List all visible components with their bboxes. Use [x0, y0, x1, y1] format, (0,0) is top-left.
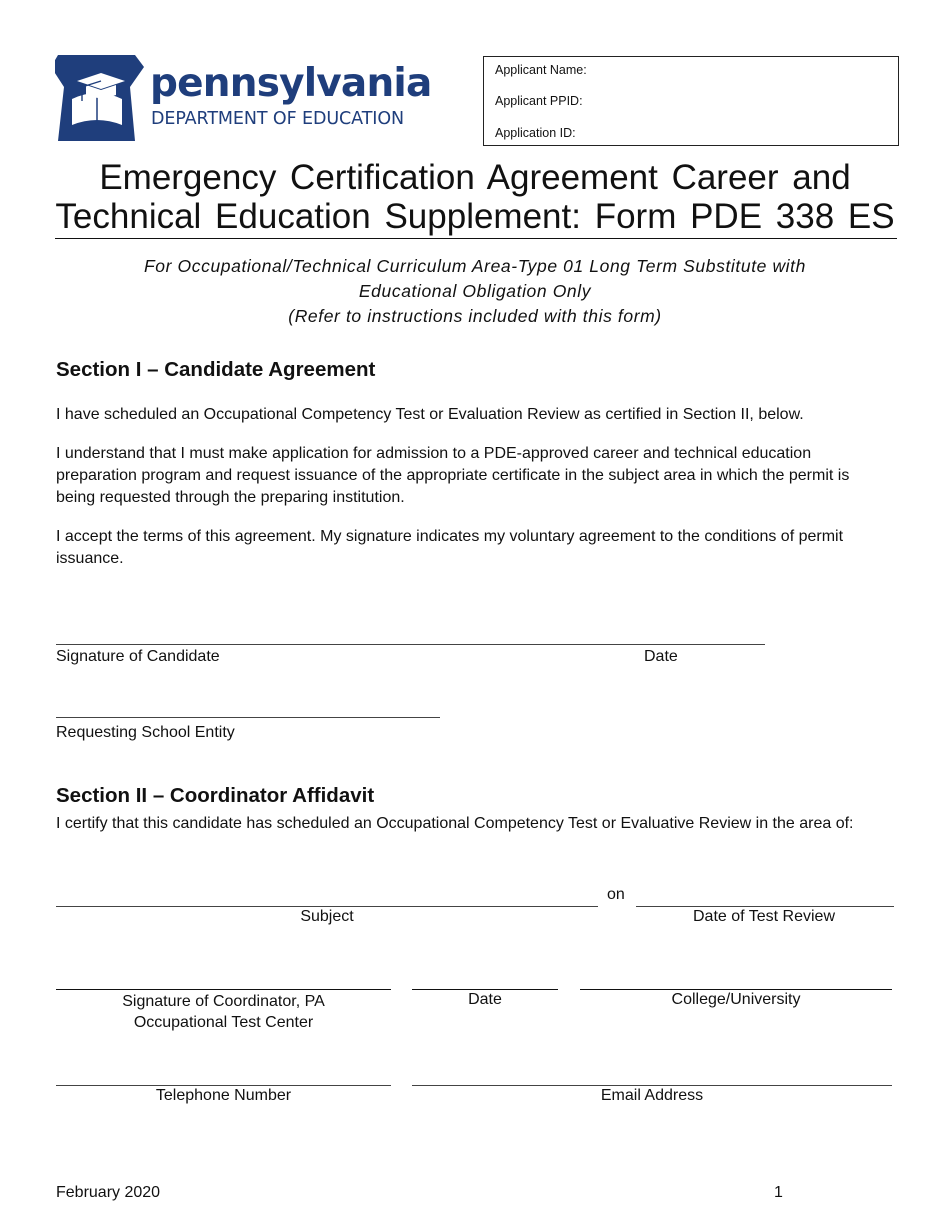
subtitle-line-2: Educational Obligation Only — [358, 281, 592, 301]
telephone-line[interactable] — [56, 1085, 391, 1086]
form-title — [55, 158, 895, 236]
candidate-signature-line[interactable] — [56, 644, 765, 645]
coordinator-date-line[interactable] — [412, 989, 558, 990]
applicant-ppid-label: Applicant PPID: — [495, 94, 583, 108]
candidate-date-label: Date — [644, 648, 678, 665]
applicant-name-label: Applicant Name: — [495, 63, 587, 77]
email-label: Email Address — [600, 1087, 704, 1104]
section-2-heading: Section II – Coordinator Affidavit — [56, 784, 375, 807]
section-1-paragraph-2: I understand that I must make application for admission to a PDE-approved career and technical education preparation program and request issuance of the appropriate certificate in the subject area in which the permit is being requested through the preparing institution. — [56, 445, 850, 506]
coordinator-label-line-1: Signature of Coordinator, PA — [122, 993, 325, 1010]
college-line[interactable] — [580, 989, 892, 990]
coordinator-label-line-2: Occupational Test Center — [133, 1014, 314, 1031]
title-divider — [55, 238, 897, 239]
subject-line[interactable] — [56, 906, 598, 907]
test-date-label: Date of Test Review — [693, 908, 835, 925]
coordinator-signature-line[interactable] — [56, 989, 391, 990]
section-1-paragraph-3: I accept the terms of this agreement. My signature indicates my voluntary agreement to the conditions of permit issuance. — [56, 528, 844, 567]
logo-department: DEPARTMENT OF EDUCATION — [151, 109, 405, 129]
telephone-label: Telephone Number — [155, 1087, 292, 1104]
page-number: 1 — [774, 1184, 783, 1201]
on-label: on — [607, 886, 625, 903]
applicant-info-box — [483, 56, 899, 146]
subtitle-line-3: (Refer to instructions included with this form) — [288, 306, 662, 326]
section-2-paragraph: I certify that this candidate has scheduled an Occupational Competency Test or Evaluative Review in the area of: — [56, 815, 854, 832]
subtitle-line-1: For Occupational/Technical Curriculum Area-Type 01 Long Term Substitute with — [144, 256, 806, 276]
coordinator-signature-label — [56, 991, 391, 1033]
logo-wordmark: pennsylvania — [150, 61, 432, 106]
subject-label: Subject — [300, 908, 354, 925]
form-title-line-1: Emergency Certification Agreement Career and — [99, 158, 851, 197]
application-id-label: Application ID: — [495, 126, 576, 140]
school-entity-line[interactable] — [56, 717, 440, 718]
form-title-line-2: Technical Education Supplement: Form PDE 338 ES — [55, 197, 895, 236]
email-line[interactable] — [412, 1085, 892, 1086]
section-1-heading: Section I – Candidate Agreement — [56, 358, 376, 381]
section-1-paragraph-1: I have scheduled an Occupational Competency Test or Evaluation Review as certified in Section II, below. — [56, 406, 804, 423]
form-subtitle — [55, 254, 895, 329]
test-date-line[interactable] — [636, 906, 894, 907]
coordinator-date-label: Date — [468, 991, 502, 1008]
school-entity-label: Requesting School Entity — [56, 724, 235, 741]
college-label: College/University — [671, 991, 801, 1008]
footer-date: February 2020 — [56, 1184, 161, 1201]
candidate-signature-label: Signature of Candidate — [56, 648, 220, 665]
